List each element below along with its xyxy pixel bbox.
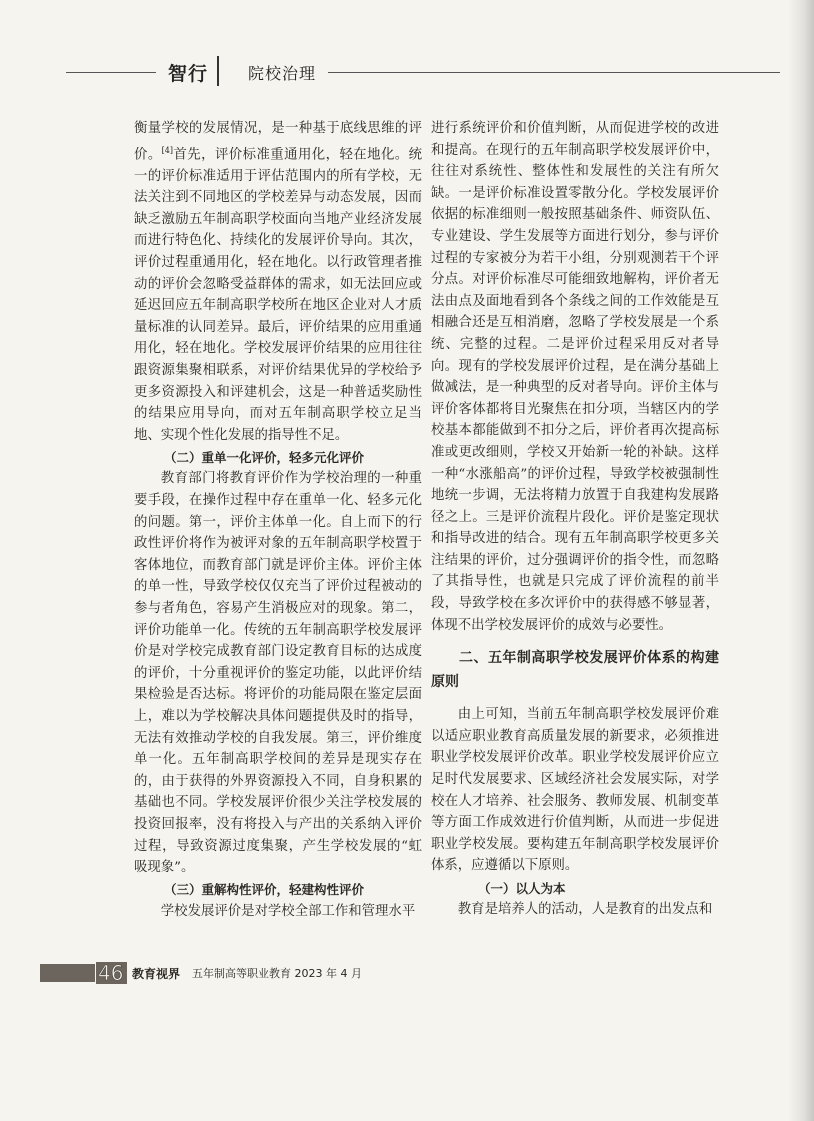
header-column-name: 院校治理: [248, 64, 317, 83]
subheading: （三）重解构性评价，轻建构性评价: [163, 882, 364, 898]
paragraph: 教育是培养人的活动，人是教育的出发点和: [457, 902, 713, 918]
subheading: （二）重单一化评价，轻多元化评价: [163, 449, 364, 465]
citation-ref: [4]: [161, 145, 174, 155]
paragraph: 学校发展评价是对学校全部工作和管理水平: [160, 903, 416, 919]
header-section-name: 智行: [168, 63, 209, 85]
page-number: 46: [96, 962, 127, 984]
paragraph: 由上可知，当前五年制高职学校发展评价难以适应职业教育高质量发展的新要求，必须推进职业学校发展评价改革。职业学校发展评价应立足时代发展要求、区域经济社会发展实际，对学校在人才培养、社会服务、教师发展、机制变革等方面工作成效进行价值判断，从而进一步促进职业学校发展。要构建五年制高职学校发展评价体系，应遵循以下原则。: [431, 707, 719, 874]
book-spine-shadow: [788, 0, 814, 1121]
paragraph: 进行系统评价和价值判断，从而促进学校的改进和提高。在现行的五年制高职学校发展评价中，往往对系统性、整体性和发展性的关注有所欠缺。一是评价标准设置零散分化。学校发展评价依据的标准细则一般按照基础条件、师资队伍、专业建设、学生发展等方面进行划分，参与评价过程的专家被分为若干小组，分别观测若干个评分点。对评价标准尽可能细致地解构，评价者无法由点及面地看到各个条线之间的工作效能是互相融合还是互相消磨，忽略了学校发展是一个系统、完整的过程。二是评价过程采用反对者导向。现有的学校发展评价过程，是在满分基础上做减法，是一种典型的反对者导向。评价主体与评价客体都将目光聚焦在扣分项，当辖区内的学校基本都能做到不扣分之后，评价者再次提高标准或更改细则，学校又开始新一轮的补缺。这样一种“水涨船高”的评价过程，导致学校被强制性地统一步调，无法将精力放置于自我建构发展路径之上。三是评价流程片段化。评价是鉴定现状和指导改进的结合。现有五年制高职学校更多关注结果的评价，过分强调评价的指令性，而忽略了其指导性，也就是只完成了评价流程的前半段，导致学校在多次评价中的获得感不够显著，体现不出学校发展评价的成效与必要性。: [431, 121, 719, 633]
paragraph-text: 首先，评价标准重通用化，轻在地化。统一的评价标准适用于评估范围内的所有学校，无法关注到不同地区的学校差异与动态发展，因而缺乏激励五年制高职学校面向当地产业经济发展而进行特色化、持续化的发展评价导向。其次，评价过程重通用化，轻在地化。以行政管理者推动的评价会忽略受益群体的需求，如无法回应或延迟回应五年制高职学校所在地区企业对人才质量标准的认同差异。最后，评价结果的应用重通用化，轻在地化。学校发展评价结果的应用往往跟资源集聚相联系，对评价结果优异的学校给予更多资源投入和评建机会，这是一种普适奖励性的结果应用导向，而对五年制高职学校立足当地、实现个性化发展的指导性不足。: [134, 147, 423, 443]
page-footer: [40, 962, 360, 984]
section-heading: 二、五年制高职学校发展评价体系的构建原则: [431, 650, 719, 691]
right-column: [431, 118, 719, 921]
paragraph: [134, 118, 422, 446]
running-header: [38, 58, 778, 86]
subheading: （一）以人为本: [478, 880, 566, 896]
paragraph-text: 衡量学校的发展情况，是一种基于底线思维的评价。: [134, 121, 422, 163]
header-separator: [217, 56, 219, 86]
footer-bar: [40, 964, 95, 982]
left-column: [134, 118, 422, 923]
issue-info: 五年制高等职业教育 2023 年 4 月: [192, 967, 362, 980]
paragraph: 教育部门将教育评价作为学校治理的一种重要手段，在操作过程中存在重单一化、轻多元化的问题。第一，评价主体单一化。自上而下的行政性评价将作为被评对象的五年制高职学校置于客体地位，而教育部门就是评价主体。评价主体的单一性，导致学校仅仅充当了评价过程被动的参与者角色，容易产生消极应对的现象。第二，评价功能单一化。传统的五年制高职学校发展评价是对学校完成教育部门设定教育目标的达成度的评价，十分重视评价的鉴定功能，以此评价结果检验是否达标。将评价的功能局限在鉴定层面上，难以为学校解决具体问题提供及时的指导，无法有效推动学校的自我发展。第三，评价维度单一化。五年制高职学校间的差异是现实存在的，由于获得的外界资源投入不同，自身积累的基础也不同。学校发展评价很少关注学校发展的投资回报率，没有将投入与产出的关系纳入评价过程，导致资源过度集聚，产生学校发展的“虹吸现象”。: [134, 471, 422, 876]
header-rule-left: [66, 72, 156, 73]
header-rule-right: [328, 72, 780, 73]
journal-name: 教育视界: [132, 967, 181, 981]
